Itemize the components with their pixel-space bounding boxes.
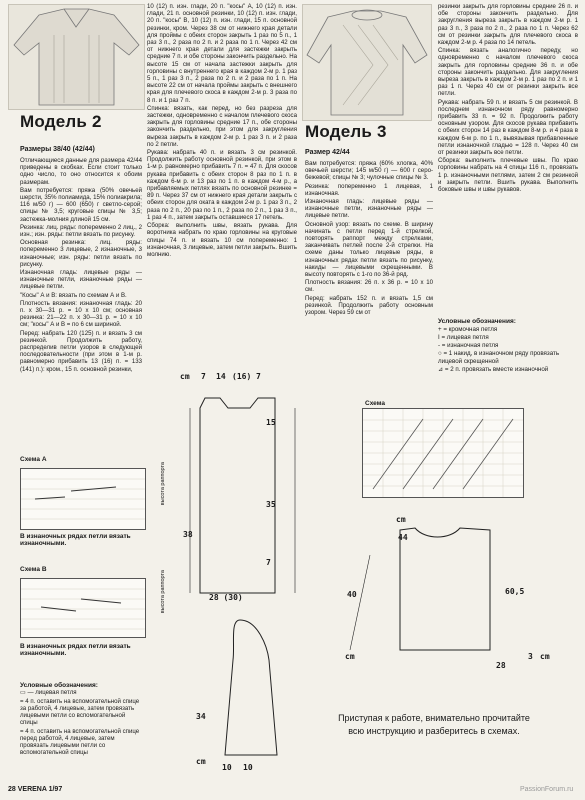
model2-sleeve-dim: 10 bbox=[222, 763, 232, 772]
model3-paragraph: Спинка: вязать аналогично переду, но одновременно с началом плечевого скоса закрыть для горловины средние 36 п. и обе стороны закончить раздельно. Для закругления выреза закрыть в каждом 2-м р. 1 раз по 2 п. и 1 раз 1 п. Через 40 см от резинки закрыть все петли. bbox=[438, 47, 578, 98]
model2-paragraph: Рукава: набрать 40 п. и вязать 3 см резинкой. Продолжить работу основной резинкой, при этом в 1-м р. равномерно прибавить 7 п. = 47 п. Для скосов рукава прибавить с обеих сторон 8 раз по 1 п. в каждом 6-м р. и 13 раз по 1 п. в каждом 4-м р., а прибавляемых петлях вязать по основной резинке = 89 п. Через 37 см от нижнего края детали закрыть с обеих сторон для оката в каждом 2-м р. 1 раз 3 п., 2 раза по 2 п., 20 раз по 1 п., 2 раза по 2 п., 1 раз 3 п., 1 раз 4 п., затем закрыть оставшиеся 17 петель. bbox=[147, 149, 297, 221]
model3-paragraph: Основной узор: вязать по схеме. В ширину начинать с петли перед 1-й стрелкой, повторять раппорт между стрелками, заканчивать петлей после 2-й стрелки. На схеме даны только лицевые ряды, в изнаночных рядах петли вязать по рисунку, накиды — лицевыми скрещенными. В высоту повторять с 1-го по 36-й ряд. bbox=[305, 220, 433, 279]
model3-dim-mid: 60,5 bbox=[505, 587, 525, 596]
model3-dim-left: 40 bbox=[347, 590, 357, 599]
model2-dim-unit: cm bbox=[180, 372, 190, 381]
model2-paragraph: Плотность вязания: изнаночная гладь: 20 п. х 30—31 р. = 10 х 10 см; основная резинка: 21—22 п. х 30—31 р. = 10 х 10 см; "косы" А и В = по 6 см шириной. bbox=[20, 299, 142, 329]
model3-legend-item: - = изнаночная петля bbox=[438, 342, 499, 349]
model2-dim-top: 7 bbox=[201, 372, 206, 381]
model3-paragraph: Рукава: набрать 59 п. и вязать 5 см резинкой. В последнем изнаночном ряду равномерно прибавить 33 п. = 92 п. Продолжить работу основным узором. Для скосов рукава прибавить с обеих сторон 14 раз в каждом 8-м р. и 4 раза в каждом 6-м р. по 1 п., вывязывая прибавленные петли изнаночной гладью = 128 п. Через 40 см от резинки закрыть все петли. bbox=[438, 98, 578, 157]
instruction-note: Приступая к работе, внимательно прочитайте всю инструкцию и разберитесь в схемах. bbox=[338, 713, 530, 736]
model2-schemaA-caption: В изнаночных рядах петли вязать изнаночными. bbox=[20, 533, 131, 547]
model2-schemaB-caption: В изнаночных рядах петли вязать изнаночными. bbox=[20, 643, 131, 657]
model3-body-pattern bbox=[340, 500, 520, 660]
model3-legend-item: ⊿ = 2 п. провязать вместе изнаночной bbox=[438, 366, 549, 373]
model2-sizes: Размеры 38/40 (42/44) bbox=[20, 146, 95, 153]
model2-legend-item: = 4 п. оставить на вспомогательной спице перед работой, 4 лицевые, затем провязать лицевыми петли со вспомогательной спицы bbox=[20, 728, 140, 756]
model3-paragraph: Резинка: попеременно 1 лицевая, 1 изнаночная. bbox=[305, 182, 433, 197]
model2-paragraph: Основная резинка: лиц. ряды: попеременно 3 лицевые, 2 изнаночные, 3 изнаночные; изн. ряды: петли вязать по рисунку. bbox=[20, 239, 142, 268]
model2-paragraph: Перед: набрать 120 (125) п. и вязать 3 см резинкой. Продолжить работу, распределив петли узоров в следующей последовательности (при этом в 1-м р. равномерно прибавить 13 (16) п. = 133 (141) п.): кром., 15 п. основной резинки, bbox=[20, 329, 142, 373]
model3-paragraph: Плотность вязания: 26 п. х 36 р. = 10 х 10 см. bbox=[305, 279, 433, 294]
model2-sweater-sketch bbox=[8, 4, 145, 110]
model2-front-pattern bbox=[180, 368, 310, 608]
model2-dim-top: 14 bbox=[216, 372, 226, 381]
model3-paragraph: Вам потребуется: пряжа (60% хлопка, 40% овечьей шерсти; 145 м/50 г) — 600 г серо-бежевой; спицы № 3; чулочные спицы № 3. bbox=[305, 160, 433, 182]
model2-paragraph: 10 (12) п. изн. глади, 20 п. "косы" А, 10 (12) п. изн. глади, 21 п. основной резинки, 10 (12) п. изн. глади, 20 п. "косы" В, 10 (12) п. изн. глади, 15 п. основной резинки, кром. Через 38 см от нижнего края детали для проймы с обеих сторон закрыть 1 раз по 5 п., 1 раз 3 п., 2 раза по 2 п. и 2 раза по 1 п. Через 42 см от нижнего края детали для застежки закрыть средние 7 п. и обе стороны закончить раздельно. На высоте 15 см от начала застежки закрыть для горловины с внутреннего края в каждом 2-м р. 1 раз 5 п., 1 раз 3 п., 2 раза по 2 п. и 2 раза по 1 п. На высоте 22 см от начала проймы закрыть с внешнего края для плечевого скоса в каждом 2-м р. 3 раза по 8 п. и 1 раз 7 п. bbox=[147, 3, 297, 104]
model2-sleeve-dim: 34 bbox=[196, 712, 206, 721]
model3-dim-bottom: 28 bbox=[496, 661, 506, 670]
model2-dim-unit: cm bbox=[196, 757, 206, 766]
model2-paragraph: Вам потребуется: пряжа (50% овечьей шерсти, 35% полиамида, 15% полиакрила; 116 м/50 г) — 600 (650) г светло-серой; спицы № 3,5; круговые спицы № 3,5; застежка-молния длиной 15 см. bbox=[20, 186, 142, 223]
model2-dim-side: 38 bbox=[183, 530, 193, 539]
model2-dim-side: 7 bbox=[266, 558, 271, 567]
model2-dim-bottom: 28 (30) bbox=[209, 593, 243, 602]
model3-legend-item: + = кромочная петля bbox=[438, 326, 498, 333]
model2-schemaB-chart bbox=[20, 578, 146, 638]
model3-legend-item: ○ = 1 накид, в изнаночном ряду провязать лицевой скрещенной bbox=[438, 350, 560, 365]
model3-paragraph: резинки закрыть для горловины средние 26 п. и обе стороны закончить раздельно. Для закругления выреза закрыть в каждом 2-м р. 1 раз 3 п., 3 раза по 2 п., 2 раза по 1 п. Через 62 см от резинки закрыть для плечевого скоса в каждом 2-м р. 4 раза по 14 петель. bbox=[438, 3, 578, 47]
model2-paragraph: Спинка: вязать, как перед, но без разреза для застежки, одновременно с началом плечевого скоса закрыть для горловины средние 17 п., обе стороны закончить раздельно, при этом для закругления выреза закрыть в каждом 2-м р. 1 раз 3 п. и 2 раза по 2 петли. bbox=[147, 104, 297, 148]
model2-paragraph: Изнаночная гладь: лицевые ряды — изнаночные петли, изнаночные ряды — лицевые петли. bbox=[20, 269, 142, 291]
model3-schema-label: Схема bbox=[365, 400, 386, 407]
model2-paragraph: Сборка: выполнить швы, вязать рукава. Для воротника набрать по краю горловины на круговые спицы 74 п. и вязать 10 см попеременно: 1 изнаночная, 3 лицевые, затем петли закрыть. Вшить молнию. bbox=[147, 222, 297, 258]
model3-sweater-sketch bbox=[302, 4, 432, 121]
model2-pattern-label: высота раппорта bbox=[160, 570, 166, 614]
model2-paragraph: Резинка: лиц. ряды: попеременно 2 лиц., 2 изн.; изн. ряды: петли вязать по рисунку. bbox=[20, 223, 142, 239]
model3-dim-unit: cm bbox=[345, 652, 355, 661]
model3-legend-item: I = лицевая петля bbox=[438, 334, 489, 341]
model2-legend-item: ▭ — лицевая петля bbox=[20, 689, 77, 696]
model3-paragraph: Изнаночная гладь: лицевые ряды — изнаночные петли, изнаночные ряды — лицевые петли. bbox=[305, 198, 433, 220]
watermark: PassionForum.ru bbox=[520, 786, 574, 793]
model2-dim-side: 15 bbox=[266, 418, 276, 427]
model3-dim-unit: cm bbox=[396, 515, 406, 524]
model2-pattern-label: высота раппорта bbox=[160, 462, 166, 506]
model3-paragraph: Сборка: выполнить плечевые швы. По краю горловины набрать на 4 спицы 116 п., провязать 1 р. изнаночными петлями, затем 2 см резинкой и закрыть петли. Вшить рукава. Выполнить боковые швы и швы рукавов. bbox=[438, 157, 578, 194]
model2-legend-item: = 4 п. оставить на вспомогательной спице за работой, 4 лицевые, затем провязать лицевыми петли со вспомогательной спицы bbox=[20, 698, 140, 726]
model2-paragraph: "Косы" А и В: вязать по схемам А и В. bbox=[20, 291, 127, 299]
model2-sleeve-pattern bbox=[185, 615, 300, 760]
model2-dim-side: 35 bbox=[266, 500, 276, 509]
model2-dim-top: (16) bbox=[232, 372, 252, 381]
model2-legend-title: Условные обозначения: bbox=[20, 682, 98, 689]
model3-legend-title: Условные обозначения: bbox=[438, 318, 516, 325]
model3-paragraph: Перед: набрать 152 п. и вязать 1,5 см резинкой. Продолжить работу основным узором. Через 59 см от bbox=[305, 294, 433, 317]
model2-schemaB-label: Схема В bbox=[20, 566, 47, 573]
model2-title: Модель 2 bbox=[20, 112, 102, 131]
model3-sizes: Размер 42/44 bbox=[305, 149, 350, 156]
model2-schemaA-chart bbox=[20, 468, 146, 530]
model3-knitting-chart bbox=[362, 408, 524, 498]
model3-title: Модель 3 bbox=[305, 122, 387, 141]
page-footer: 28 VERENA 1/97 bbox=[8, 786, 63, 793]
model2-dim-top: 7 bbox=[256, 372, 261, 381]
model3-dim-unit: cm bbox=[540, 652, 550, 661]
model3-dim-top: 44 bbox=[398, 533, 408, 542]
model2-schemaA-label: Схема А bbox=[20, 456, 47, 463]
model3-dim-mid: 3 bbox=[528, 652, 533, 661]
model2-sleeve-dim: 10 bbox=[243, 763, 253, 772]
model2-paragraph: Отличающиеся данные для размера 42/44 приведены в скобках. Если стоит только одно число, то оно относится к обоим размерам. bbox=[20, 157, 142, 186]
